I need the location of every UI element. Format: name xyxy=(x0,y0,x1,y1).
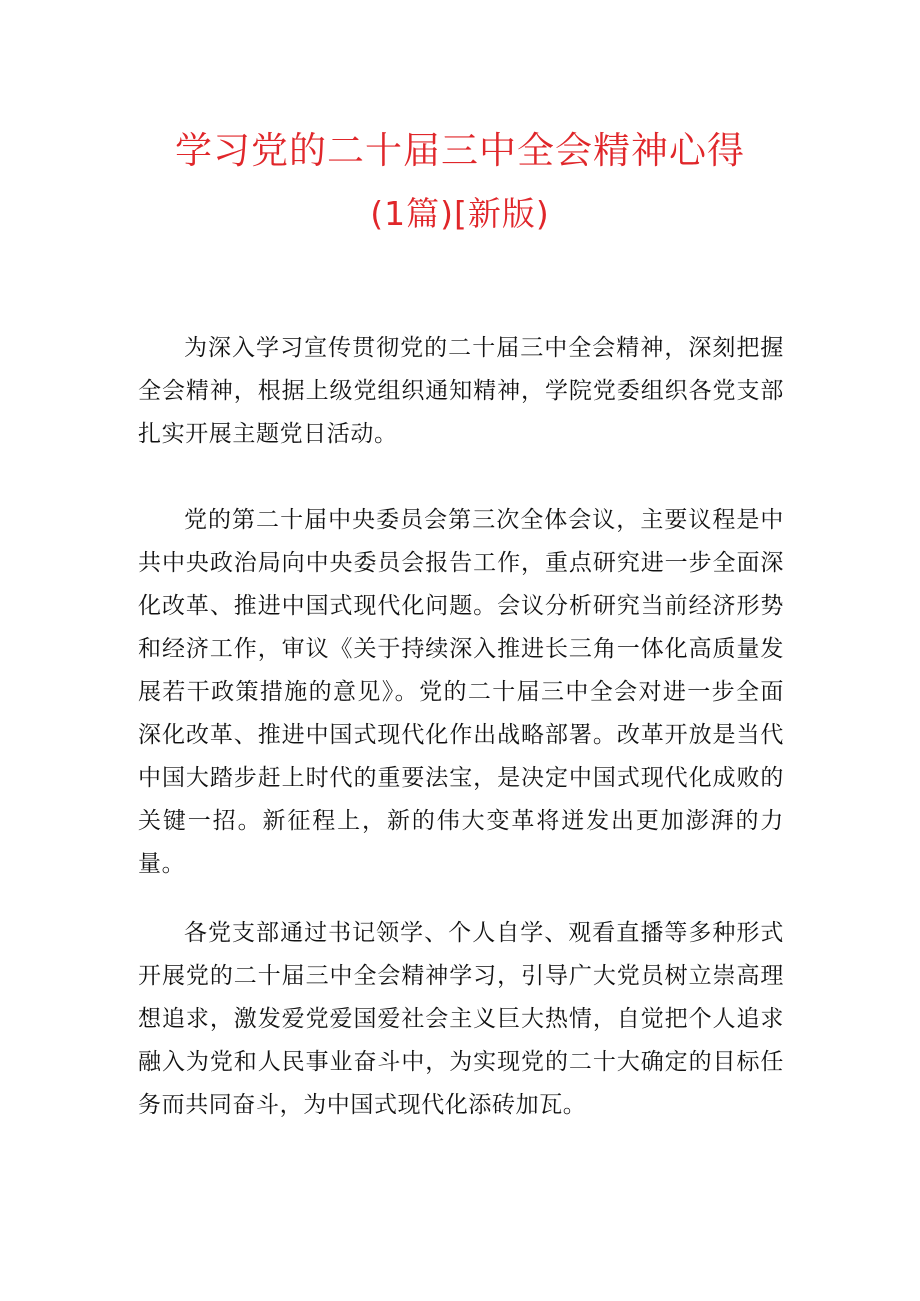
document-title: 学习党的二十届三中全会精神心得 xyxy=(175,129,745,172)
document-subtitle: (1篇)[新版) xyxy=(370,194,550,233)
body-paragraph: 各党支部通过书记领学、个人自学、观看直播等多种形式开展党的二十届三中全会精神学习，引导广大党员树立崇高理想追求，激发爱党爱国爱社会主义巨大热情，自觉把个人追求融入为党和人民事业奋斗中，为实现党的二十大确定的目标任务而共同奋斗，为中国式现代化添砖加瓦。 xyxy=(138,920,784,1118)
body-paragraph: 党的第二十届中央委员会第三次全体会议，主要议程是中共中央政治局向中央委员会报告工作，重点研究进一步全面深化改革、推进中国式现代化问题。会议分析研究当前经济形势和经济工作，审议《关于持续深入推进长三角一体化高质量发展若干政策措施的意见》。党的二十届三中全会对进一步全面深化改革、推进中国式现代化作出战略部署。改革开放是当代中国大踏步赶上时代的重要法宝，是决定中国式现代化成败的关键一招。新征程上，新的伟大变革将迸发出更加澎湃的力量。 xyxy=(138,507,784,877)
body-paragraph: 为深入学习宣传贯彻党的二十届三中全会精神，深刻把握全会精神，根据上级党组织通知精神，学院党委组织各党支部扎实开展主题党日活动。 xyxy=(138,335,784,447)
